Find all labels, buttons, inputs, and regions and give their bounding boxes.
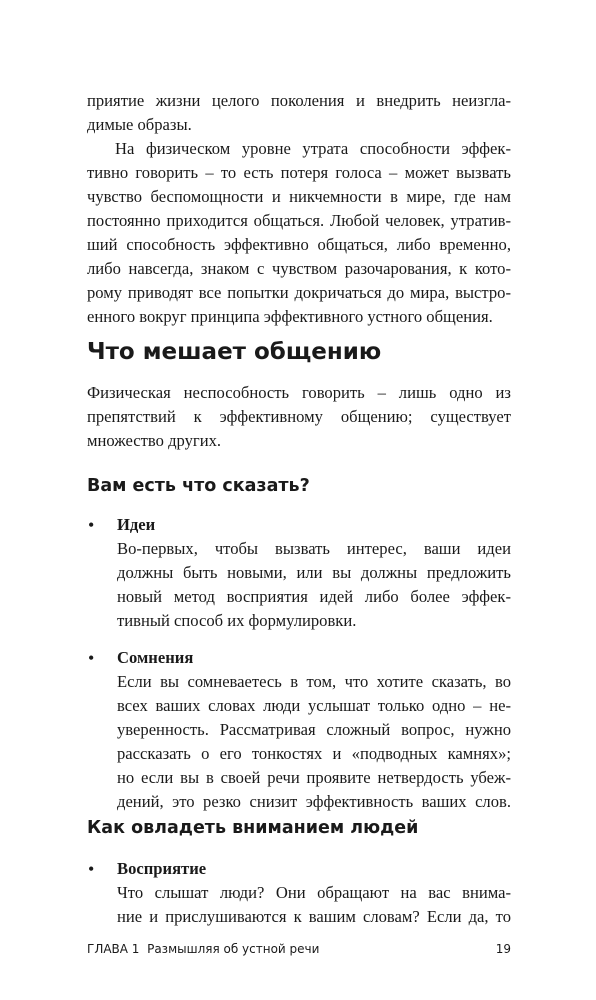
subsection-heading: Как овладеть вниманием людей bbox=[87, 818, 419, 838]
bullet-line: рассказать о его тонкостях и «подводных камнях»; bbox=[117, 744, 511, 763]
paragraph-line: ший способность эффективно общаться, либо временно, bbox=[87, 235, 511, 254]
bullet-line: должны быть новыми, или вы должны предложить bbox=[117, 563, 511, 582]
bullet-title: Сомнения bbox=[117, 648, 194, 667]
chapter-title: Размышляя об устной речи bbox=[147, 942, 320, 956]
bullet-line: Если вы сомневаетесь в том, что хотите сказать, во bbox=[117, 672, 511, 691]
paragraph-line: рому приводят все попытки докричаться до мира, выстро- bbox=[87, 283, 511, 302]
bullet-line: но если вы в своей речи проявите нетвердость убеж- bbox=[117, 768, 511, 787]
bullet-marker: • bbox=[88, 515, 95, 535]
bullet-line: всех ваших словах люди услышат только одно – не- bbox=[117, 696, 511, 715]
bullet-line: ние и прислушиваются к вашим словам? Если да, то bbox=[117, 907, 511, 926]
page-number: 19 bbox=[495, 942, 511, 956]
bullet-title: Восприятие bbox=[117, 859, 207, 878]
paragraph-line: тивно говорить – то есть потеря голоса – может вызвать bbox=[87, 163, 511, 182]
subsection-heading: Вам есть что сказать? bbox=[87, 476, 310, 496]
paragraph-line: множество других. bbox=[87, 431, 222, 450]
paragraph-line: На физическом уровне утрата способности эффек- bbox=[115, 139, 511, 158]
bullet-line: уверенность. Рассматривая сложный вопрос, нужно bbox=[117, 720, 511, 739]
paragraph-line: чувство беспомощности и никчемности в мире, где нам bbox=[87, 187, 511, 206]
bullet-marker: • bbox=[88, 859, 95, 879]
paragraph-line: енного вокруг принципа эффективного устного общения. bbox=[87, 307, 493, 326]
bullet-line: дений, это резко снизит эффективность ваших слов. bbox=[117, 792, 511, 811]
paragraph-line: приятие жизни целого поколения и внедрить неизгла- bbox=[87, 91, 511, 110]
running-footer bbox=[87, 941, 319, 957]
paragraph-line: постоянно приходится общаться. Любой человек, утратив- bbox=[87, 211, 511, 230]
paragraph-line: либо навсегда, знаком с чувством разочарования, к кото- bbox=[87, 259, 511, 278]
paragraph-line: препятствий к эффективному общению; существует bbox=[87, 407, 511, 426]
paragraph-line: Физическая неспособность говорить – лишь одно из bbox=[87, 383, 511, 402]
bullet-line: тивный способ их формулировки. bbox=[117, 611, 357, 630]
bullet-marker: • bbox=[88, 648, 95, 668]
bullet-line: новый метод восприятия идей либо более эффек- bbox=[117, 587, 511, 606]
bullet-line: Что слышат люди? Они обращают на вас внима- bbox=[117, 883, 511, 902]
section-heading: Что мешает общению bbox=[87, 339, 382, 365]
bullet-title: Идеи bbox=[117, 515, 156, 534]
bullet-line: Во-первых, чтобы вызвать интерес, ваши идеи bbox=[117, 539, 511, 558]
paragraph-line: димые образы. bbox=[87, 115, 192, 134]
chapter-label: ГЛАВА 1 bbox=[87, 942, 140, 956]
